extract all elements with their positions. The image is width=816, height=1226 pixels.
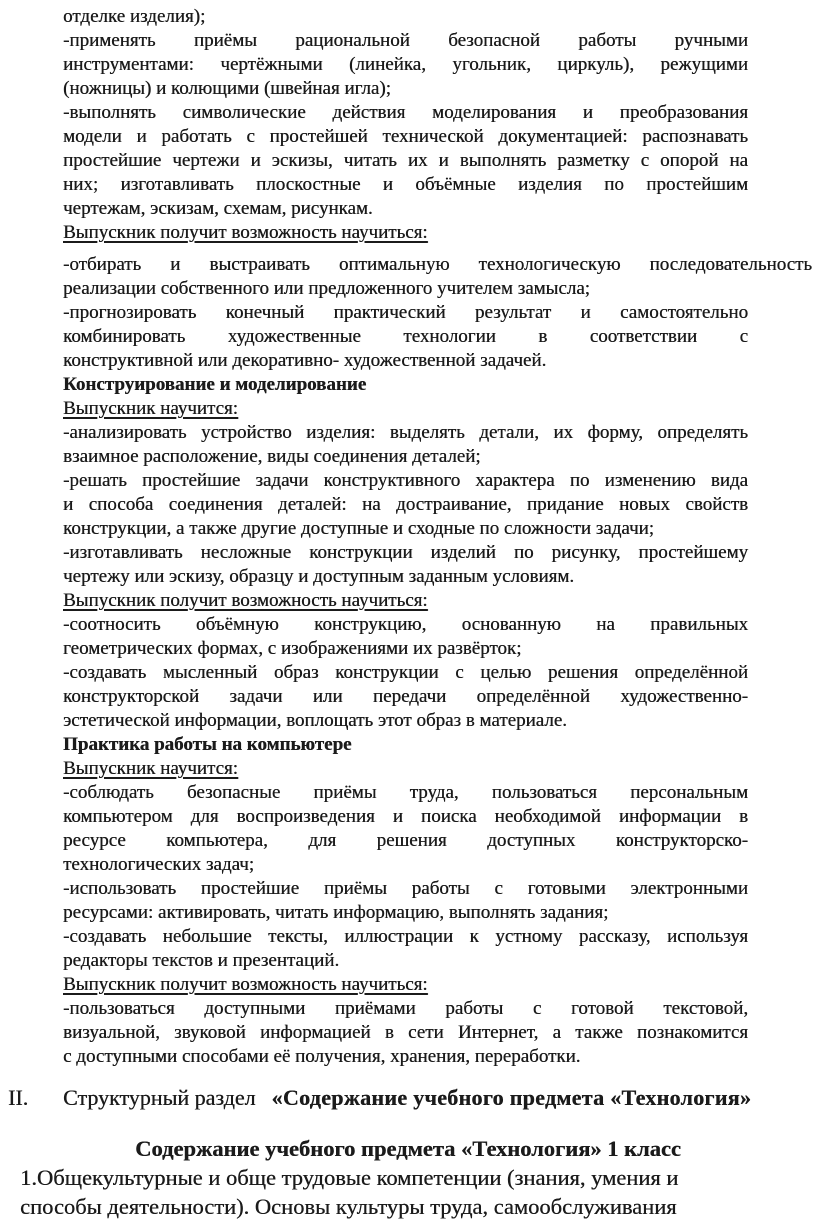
paragraph (63, 301, 748, 373)
text-line: -изготавливать несложные конструкции изделий по рисунку, простейшему (63, 542, 748, 563)
underlined-subheading: Выпускник научится: (63, 398, 238, 419)
text-line: конструкции, а также другие доступные и сходные по сложности задачи; (63, 518, 654, 539)
section-title-row (0, 1083, 816, 1113)
text-line: -анализировать устройство изделия: выделять детали, их форму, определять (63, 422, 748, 443)
text-line: комбинировать художественные технологии в соответствии с (63, 326, 748, 347)
text-line: -пользоваться доступными приёмами работы с готовой текстовой, (63, 998, 748, 1019)
paragraph (63, 101, 748, 221)
section-title-bold: «Содержание учебного предмета «Технология» (271, 1085, 752, 1110)
text-line: -применять приёмы рациональной безопасной работы ручными (63, 30, 748, 51)
text-line: чертежу или эскизу, образцу и доступным заданным условиям. (63, 566, 575, 587)
text-line: -решать простейшие задачи конструктивного характера по изменению вида (63, 470, 748, 491)
section-numeral: II. (8, 1085, 29, 1110)
bold-heading-constructing-modeling: Конструирование и моделирование (63, 374, 367, 395)
text-line: с доступными способами её получения, хранения, переработки. (63, 1046, 581, 1067)
text-line: простейшие чертежи и эскизы, читать их и выполнять разметку с опорой на (63, 150, 748, 171)
text-line: -прогнозировать конечный практический результат и самостоятельно (63, 302, 748, 323)
paragraph (63, 613, 748, 661)
text-line: чертежам, эскизам, схемам, рисункам. (63, 198, 373, 219)
text-line: них; изготавливать плоскостные и объёмные изделия по простейшим (63, 174, 748, 195)
paragraph (63, 253, 812, 301)
paragraph (63, 421, 748, 469)
paragraph-outdented (63, 781, 748, 877)
text-line: модели и работать с простейшей технической документацией: распознавать (63, 126, 748, 147)
chapter-paragraph-line: способы деятельности). Основы культуры труда, самообслуживания (20, 1194, 677, 1219)
chapter-paragraph (0, 1163, 816, 1221)
chapter-heading: Содержание учебного предмета «Технология» 1 класс (135, 1136, 681, 1161)
paragraph (63, 469, 748, 541)
text-line: конструктивной или декоративно- художественной задачей. (63, 350, 547, 371)
text-line: технологических задач; (63, 854, 255, 875)
text-line: отделке изделия); (63, 6, 206, 27)
text-line: -выполнять символические действия моделирования и преобразования (63, 102, 748, 123)
text-line: взаимное расположение, виды соединения деталей; (63, 446, 481, 467)
text-line: -отбирать и выстраивать оптимальную технологическую последовательность (63, 254, 812, 275)
text-line: реализации собственного или предложенного учителем замысла; (63, 278, 590, 299)
text-line: визуальной, звуковой информацией в сети Интернет, а также познакомится (63, 1022, 748, 1043)
text-line: ресурсами: активировать, читать информацию, выполнять задания; (63, 902, 609, 923)
paragraph (63, 5, 748, 29)
underlined-subheading: Выпускник получит возможность научиться: (63, 590, 428, 611)
text-line: инструментами: чертёжными (линейка, угольник, циркуль), режущими (63, 54, 748, 75)
text-line: -создавать небольшие тексты, иллюстрации к устному рассказу, используя (63, 926, 748, 947)
text-line: и способа соединения деталей: на достраивание, придание новых свойств (63, 494, 748, 515)
bold-heading-computer-practice: Практика работы на компьютере (63, 734, 352, 755)
paragraph (63, 877, 748, 925)
chapter-paragraph-line: 1.Общекультурные и обще трудовые компетенции (знания, умения и (20, 1165, 679, 1190)
text-line: -создавать мысленный образ конструкции с целью решения определённой (63, 662, 748, 683)
text-line: конструкторской задачи или передачи определённой художественно- (63, 686, 748, 707)
paragraph (63, 925, 748, 973)
underlined-subheading: Выпускник получит возможность научиться: (63, 974, 428, 995)
text-line: ресурсе компьютера, для решения доступных конструкторско- (63, 830, 748, 851)
text-line: редакторы текстов и презентаций. (63, 950, 340, 971)
text-line: -соотносить объёмную конструкцию, основанную на правильных (63, 614, 748, 635)
paragraph (63, 997, 748, 1069)
text-line: -использовать простейшие приёмы работы с готовыми электронными (63, 878, 748, 899)
text-line: эстетической информации, воплощать этот образ в материале. (63, 710, 567, 731)
section-label: Структурный раздел (63, 1085, 256, 1110)
text-line: -соблюдать безопасные приёмы труда, пользоваться персональным (63, 782, 748, 803)
paragraph (63, 29, 748, 101)
underlined-subheading: Выпускник научится: (63, 758, 238, 779)
text-line: компьютером для воспроизведения и поиска необходимой информации в (63, 806, 748, 827)
text-line: (ножницы) и колющими (швейная игла); (63, 78, 391, 99)
paragraph (63, 541, 748, 589)
underlined-subheading: Выпускник получит возможность научиться: (63, 222, 428, 243)
text-line: геометрических формах, с изображениями их развёрток; (63, 638, 522, 659)
paragraph-outdented (63, 661, 748, 733)
